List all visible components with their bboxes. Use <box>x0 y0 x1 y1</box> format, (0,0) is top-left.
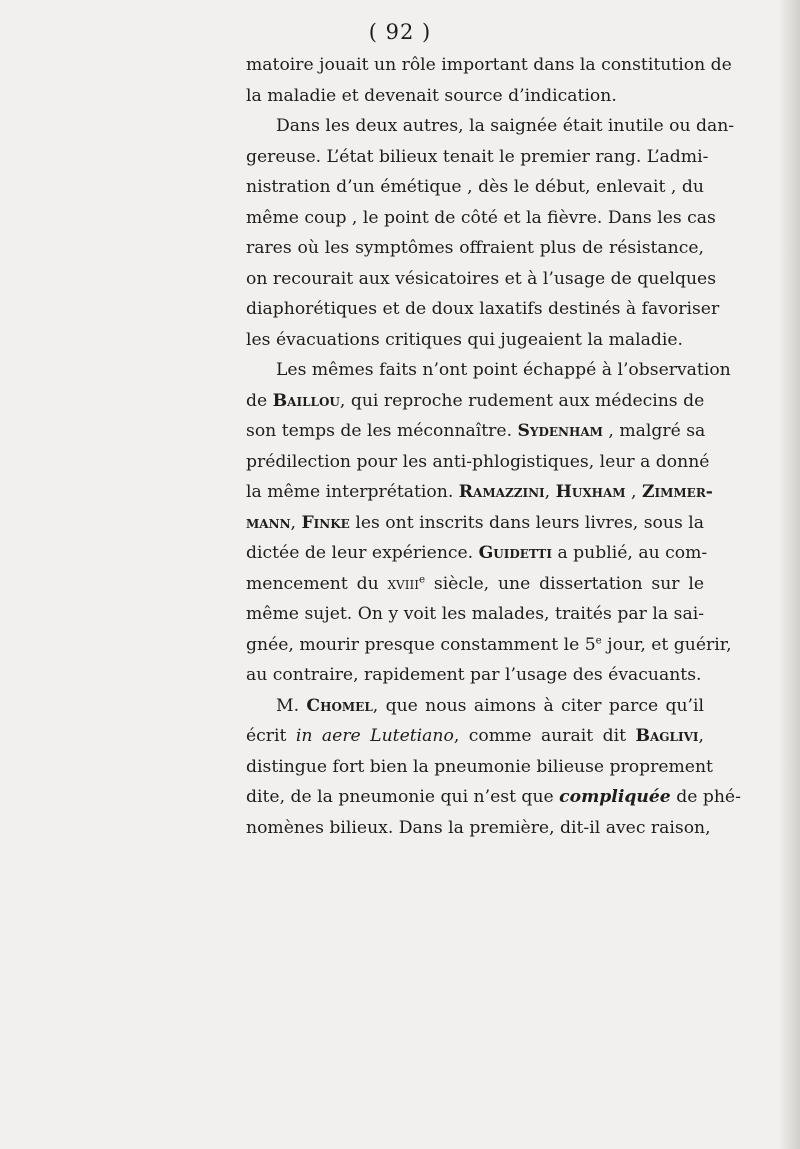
line-text: gnée, mourir presque constamment le 5 <box>246 635 596 655</box>
text-line <box>246 786 741 808</box>
author-name: Huxham <box>555 482 626 502</box>
text-line: nistration d’un émétique , dès le début, enlevait , du <box>246 177 704 197</box>
line-text: jour, et guérir, <box>601 635 732 655</box>
century-numeral: xviii <box>387 574 419 594</box>
text-line: matoire jouait un rôle important dans la constitution de <box>246 55 732 75</box>
line-text: M. <box>276 696 307 716</box>
text-line: gereuse. L’état bilieux tenait le premier rang. L’admi- <box>246 147 709 167</box>
text-line <box>246 512 704 534</box>
line-text: son temps de les méconnaître. <box>246 421 518 441</box>
line-text: siècle, une dissertation sur le <box>425 574 704 594</box>
line-text: de phé- <box>670 787 741 807</box>
text-line: rares où les symptômes offraient plus de résistance, <box>246 238 704 258</box>
text-line: nomènes bilieux. Dans la première, dit-il avec raison, <box>246 818 711 838</box>
text-line: distingue fort bien la pneumonie bilieuse proprement <box>246 757 713 777</box>
text-line <box>246 420 704 442</box>
emphasis-word: compliquée <box>559 787 671 807</box>
line-text: , <box>625 482 642 502</box>
text-line: diaphorétiques et de doux laxatifs destinés à favoriser <box>246 299 720 319</box>
line-text: , <box>698 726 704 746</box>
superscript: e <box>418 573 426 586</box>
text-line <box>246 573 704 595</box>
text-line: même coup , le point de côté et la fièvre. Dans les cas <box>246 208 716 228</box>
text-line <box>246 634 732 656</box>
author-name: Baillou <box>272 391 340 411</box>
author-name: mann <box>246 513 291 533</box>
author-name: Zimmer- <box>641 482 713 502</box>
line-text: les ont inscrits dans leurs livres, sous la <box>349 513 704 533</box>
author-name: Finke <box>301 513 350 533</box>
line-text: la même interprétation. <box>246 482 459 502</box>
text-line: les évacuations critiques qui jugeaient la maladie. <box>246 330 683 350</box>
author-name: Baglivi <box>635 726 699 746</box>
author-name: Sydenham <box>517 421 603 441</box>
author-name: Guidetti <box>478 543 552 563</box>
paragraph-start-line <box>276 695 704 717</box>
text-line <box>246 481 713 503</box>
text-line: on recourait aux vésicatoires et à l’usage de quelques <box>246 269 717 289</box>
line-text: , que nous aimons à citer parce qu’il <box>372 696 704 716</box>
line-text: dictée de leur expérience. <box>246 543 479 563</box>
text-line <box>246 390 704 412</box>
paragraph-start-line: Dans les deux autres, la saignée était inutile ou dan- <box>276 116 735 136</box>
text-line: la maladie et devenait source d’indication. <box>246 86 617 106</box>
line-text: , malgré sa <box>602 421 706 441</box>
author-name: Chomel <box>306 696 373 716</box>
superscript: e <box>595 634 602 647</box>
author-name: Ramazzini <box>458 482 545 502</box>
line-text: mencement du <box>246 574 388 594</box>
line-text: , comme aurait dit <box>453 726 636 746</box>
text-line: prédilection pour les anti-phlogistiques, leur a donné <box>246 452 710 472</box>
text-line: au contraire, rapidement par l’usage des évacuants. <box>246 665 702 685</box>
text-line <box>246 542 708 564</box>
latin-phrase: in aere Lutetiano <box>295 726 454 746</box>
paragraph-start-line: Les mêmes faits n’ont point échappé à l’observation <box>276 360 731 380</box>
line-text: de <box>246 391 273 411</box>
line-text: , qui reproche rudement aux médecins de <box>339 391 705 411</box>
line-text: , <box>290 513 302 533</box>
page-number: ( 92 ) <box>368 20 432 44</box>
line-text: dite, de la pneumonie qui n’est que <box>246 787 560 807</box>
line-text: a publié, au com- <box>551 543 708 563</box>
line-text: écrit <box>246 726 296 746</box>
text-line: même sujet. On y voit les malades, traités par la sai- <box>246 604 704 624</box>
line-text: , <box>544 482 556 502</box>
text-line <box>246 725 704 747</box>
